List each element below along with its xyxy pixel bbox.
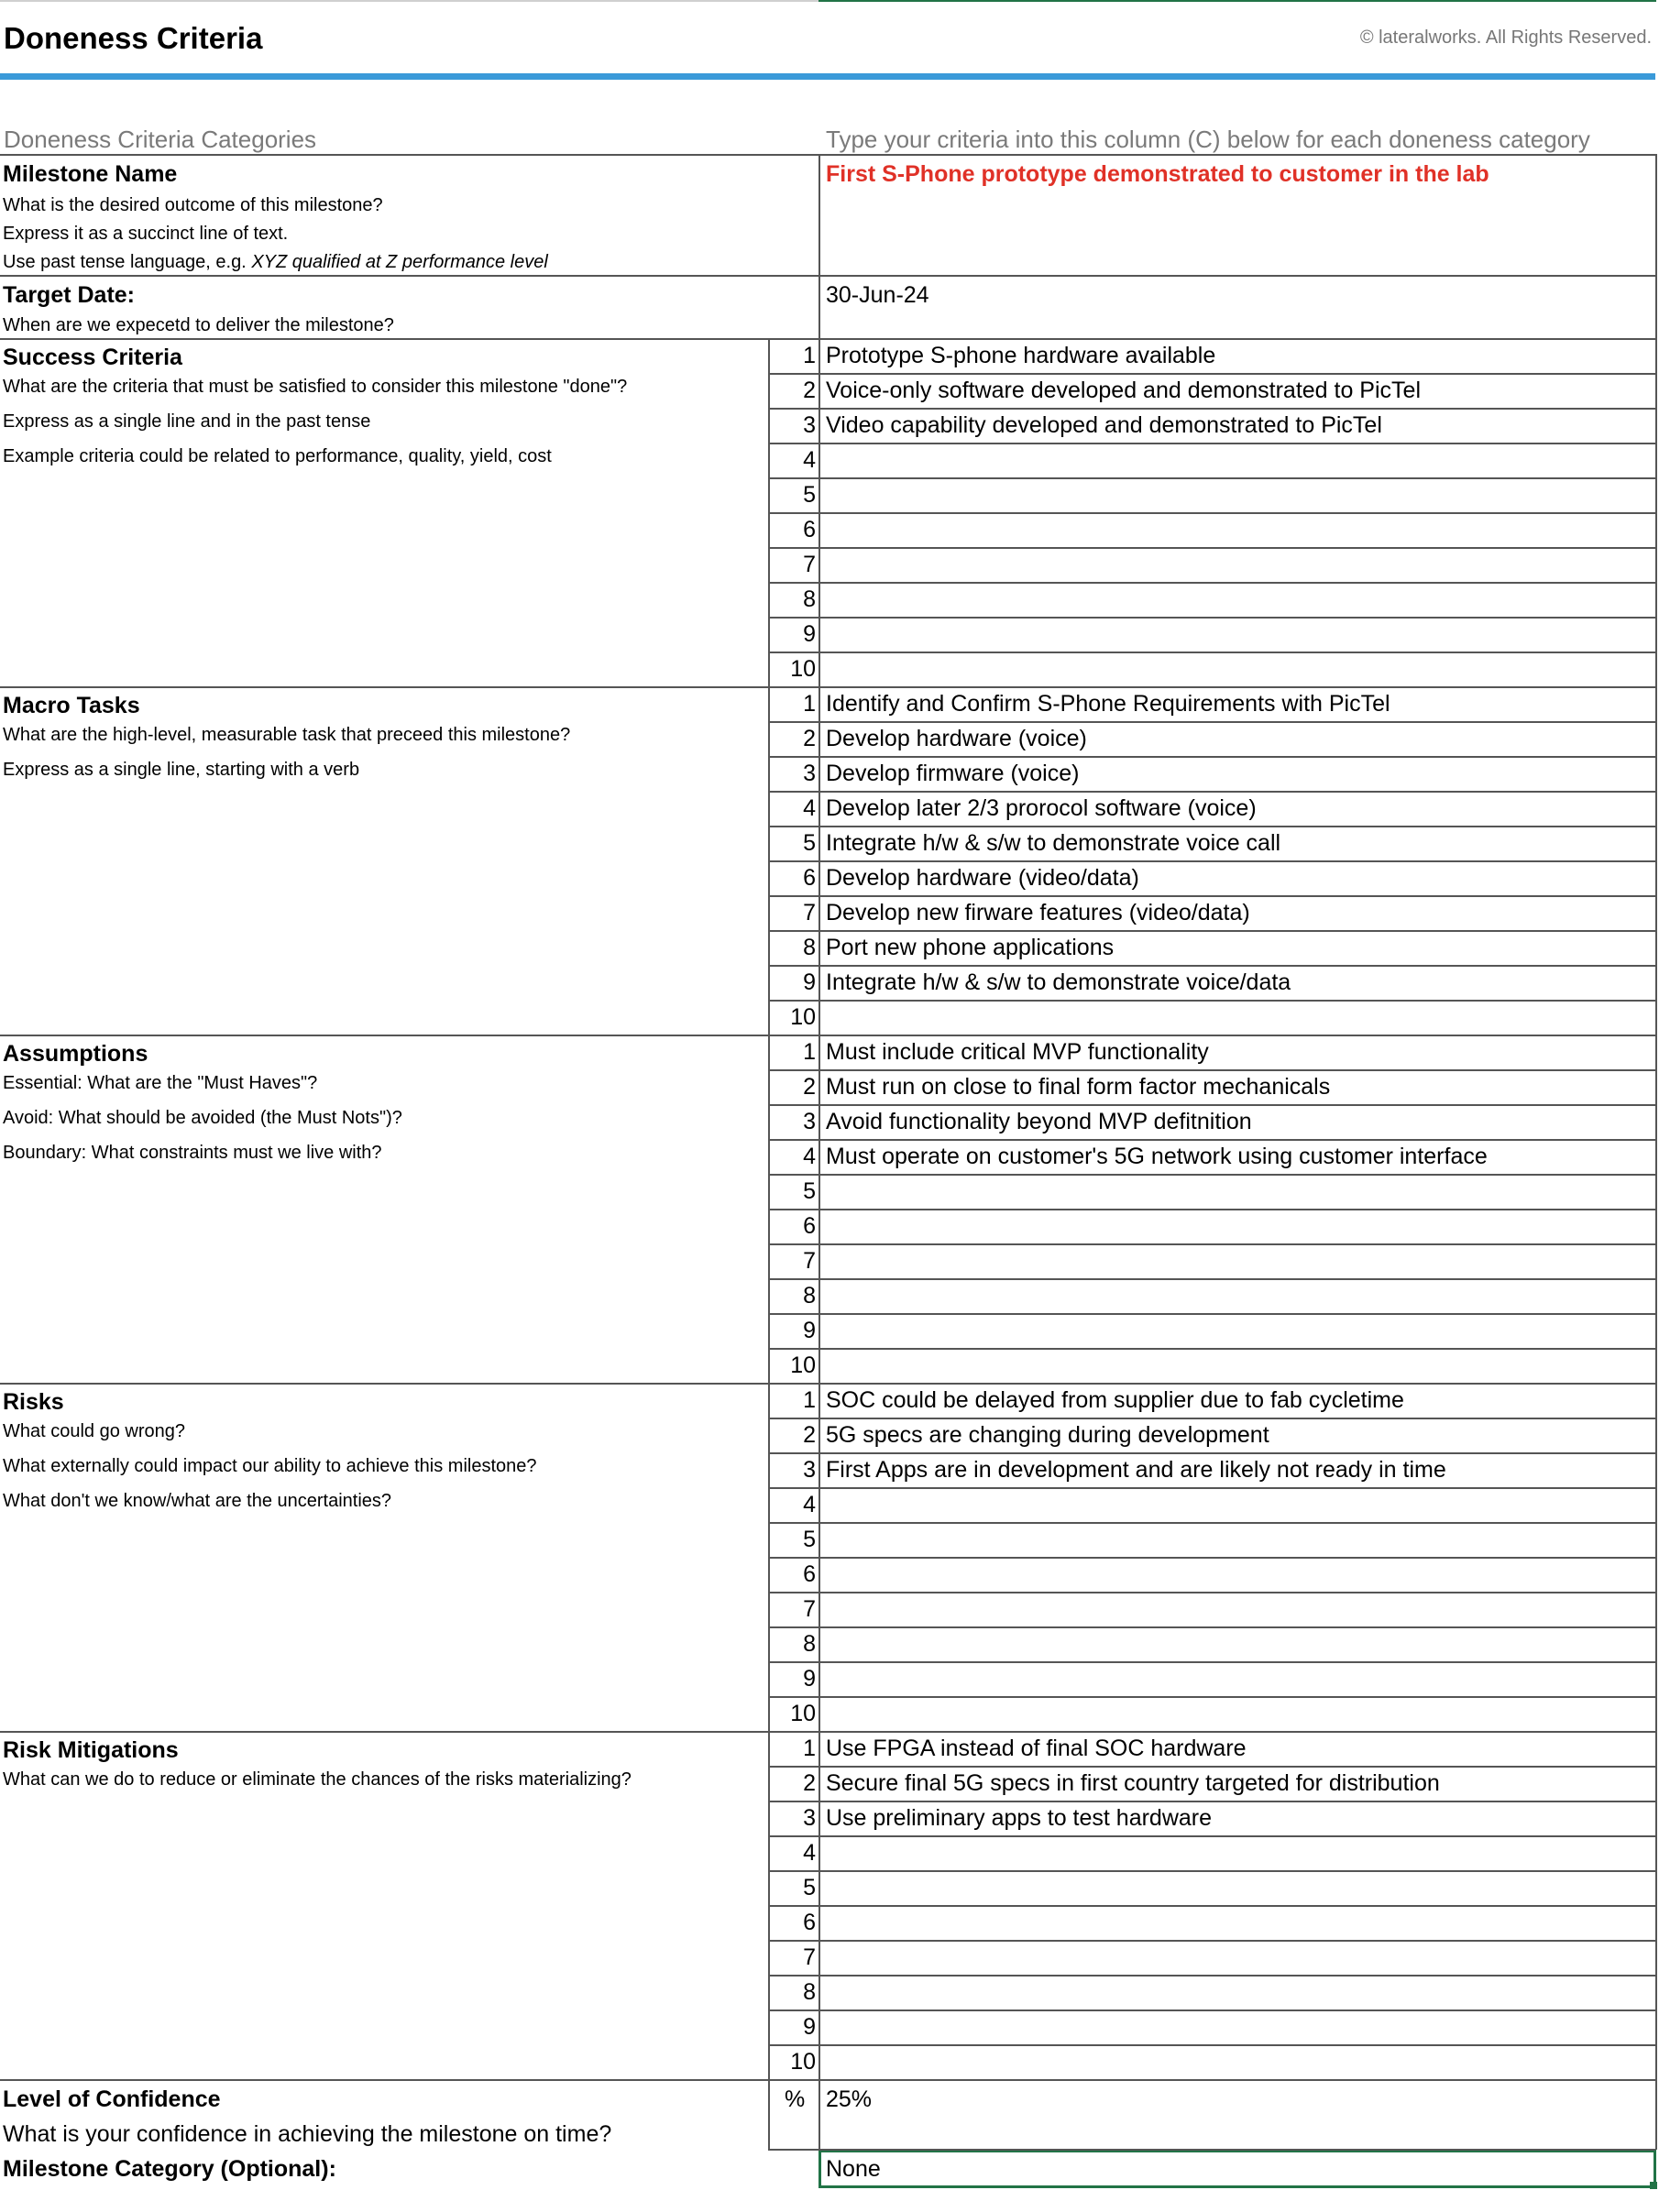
row-number: 2: [803, 726, 816, 751]
section-title: Macro Tasks: [3, 693, 140, 718]
row-number: 7: [803, 900, 816, 925]
target-date-label: Target Date:: [3, 282, 136, 308]
gridline: [768, 1069, 1655, 1071]
gridline: [0, 275, 1655, 277]
row-number: 2: [803, 1770, 816, 1796]
row-number: 3: [803, 1457, 816, 1483]
row-number: 9: [803, 1666, 816, 1692]
row-number: 10: [790, 656, 816, 682]
row-number: 5: [803, 830, 816, 856]
gridline: [768, 1139, 1655, 1141]
gridline: [768, 1975, 1655, 1977]
criteria-cell[interactable]: 5G specs are changing during development: [826, 1422, 1269, 1448]
gridline: [768, 1766, 1655, 1768]
criteria-cell[interactable]: Voice-only software developed and demonstrated to PicTel: [826, 378, 1421, 403]
criteria-cell[interactable]: Develop hardware (voice): [826, 726, 1087, 751]
gridline: [768, 826, 1655, 827]
gridline: [768, 930, 1655, 932]
criteria-cell[interactable]: Develop hardware (video/data): [826, 865, 1139, 891]
gridline: [768, 1174, 1655, 1176]
row-number: 8: [803, 935, 816, 960]
criteria-cell[interactable]: Video capability developed and demonstrated to PicTel: [826, 412, 1382, 438]
categories-column-header: Doneness Criteria Categories: [4, 126, 317, 153]
criteria-cell[interactable]: Secure final 5G specs in first country targeted for distribution: [826, 1770, 1440, 1796]
gridline: [768, 1940, 1655, 1942]
gridline: [768, 408, 1655, 410]
criteria-cell[interactable]: SOC could be delayed from supplier due to fab cycletime: [826, 1387, 1404, 1413]
section-title: Risk Mitigations: [3, 1737, 179, 1763]
gridline: [768, 617, 1655, 619]
criteria-cell[interactable]: Integrate h/w & s/w to demonstrate voice/data: [826, 969, 1291, 995]
gridline: [768, 756, 1655, 758]
row-number: 7: [803, 1596, 816, 1622]
row-number: 4: [803, 1144, 816, 1169]
section-description: Example criteria could be related to performance, quality, yield, cost: [3, 446, 552, 466]
gridline: [768, 547, 1655, 549]
top-border: [0, 0, 819, 2]
milestone-category-label: Milestone Category (Optional):: [3, 2156, 336, 2182]
criteria-cell[interactable]: Use FPGA instead of final SOC hardware: [826, 1736, 1247, 1761]
gridline: [768, 860, 1655, 862]
section-description: Express as a single line, starting with a verb: [3, 760, 360, 780]
row-number: 2: [803, 1074, 816, 1100]
row-number: 1: [803, 1736, 816, 1761]
section-title: Risks: [3, 1389, 64, 1415]
row-number: 5: [803, 1875, 816, 1900]
gridline: [768, 443, 1655, 444]
row-number: 4: [803, 447, 816, 473]
criteria-cell[interactable]: Prototype S-phone hardware available: [826, 343, 1216, 368]
row-number: 9: [803, 969, 816, 995]
gridline: [768, 1801, 1655, 1802]
gridline: [768, 2044, 1655, 2046]
criteria-cell[interactable]: Avoid functionality beyond MVP defitnition: [826, 1109, 1252, 1134]
gridline: [0, 1035, 1655, 1036]
milestone-name-label: Milestone Name: [3, 161, 178, 187]
section-title: Success Criteria: [3, 345, 182, 370]
milestone-desc-3-example: XYZ qualified at Z performance level: [251, 252, 548, 272]
milestone-desc-1: What is the desired outcome of this milestone?: [3, 195, 383, 215]
section-description: What could go wrong?: [3, 1421, 186, 1441]
row-number: 6: [803, 1910, 816, 1935]
gridline: [768, 1696, 1655, 1698]
row-number: 2: [803, 378, 816, 403]
confidence-unit: %: [785, 2086, 806, 2112]
row-number: 5: [803, 1178, 816, 1204]
gridline: [768, 965, 1655, 967]
milestone-category-cell[interactable]: None: [826, 2156, 881, 2182]
confidence-desc: What is your confidence in achieving the milestone on time?: [3, 2121, 612, 2147]
gridline: [768, 1835, 1655, 1837]
target-date-cell[interactable]: 30-Jun-24: [826, 282, 929, 308]
row-number: 8: [803, 1631, 816, 1657]
criteria-column-border: [819, 154, 820, 2150]
section-description: What don't we know/what are the uncertainties?: [3, 1491, 392, 1511]
row-number: 7: [803, 552, 816, 577]
gridline: [768, 1348, 1655, 1350]
row-number: 6: [803, 865, 816, 891]
criteria-cell[interactable]: Use preliminary apps to test hardware: [826, 1805, 1213, 1831]
criteria-cell[interactable]: Identify and Confirm S-Phone Requirements with PicTel: [826, 691, 1390, 717]
row-number: 8: [803, 586, 816, 612]
gridline: [768, 1870, 1655, 1872]
row-number: 5: [803, 1527, 816, 1552]
criteria-cell[interactable]: First Apps are in development and are likely not ready in time: [826, 1457, 1446, 1483]
row-number: 3: [803, 1805, 816, 1831]
fill-handle[interactable]: [1650, 2182, 1657, 2189]
target-date-desc: When are we expecetd to deliver the milestone?: [3, 315, 394, 335]
row-number: 1: [803, 691, 816, 717]
gridline: [768, 1278, 1655, 1280]
criteria-cell[interactable]: Must operate on customer's 5G network using customer interface: [826, 1144, 1488, 1169]
section-description: Express as a single line and in the past tense: [3, 411, 371, 432]
gridline: [768, 477, 1655, 479]
row-number: 10: [790, 2049, 816, 2075]
section-description: What can we do to reduce or eliminate the chances of the risks materializing?: [3, 1769, 632, 1790]
row-number: 9: [803, 2014, 816, 2040]
gridline: [768, 1104, 1655, 1106]
section-title: Assumptions: [3, 1041, 148, 1067]
row-number: 7: [803, 1248, 816, 1274]
section-description: Avoid: What should be avoided (the Must Nots")?: [3, 1108, 402, 1128]
confidence-cell[interactable]: 25%: [826, 2086, 873, 2112]
gridline: [768, 1243, 1655, 1245]
copyright-text: © lateralworks. All Rights Reserved.: [1359, 27, 1652, 48]
row-number: 4: [803, 1840, 816, 1866]
gridline: [768, 1452, 1655, 1454]
row-number: 4: [803, 795, 816, 821]
milestone-desc-3: [3, 249, 548, 275]
gridline: [768, 512, 1655, 514]
selected-column-indicator: [819, 0, 1656, 2]
criteria-cell[interactable]: Must run on close to final form factor mechanicals: [826, 1074, 1331, 1100]
criteria-cell[interactable]: Must include critical MVP functionality: [826, 1039, 1209, 1065]
criteria-cell[interactable]: Develop firmware (voice): [826, 761, 1080, 786]
confidence-label: Level of Confidence: [3, 2086, 221, 2112]
row-number: 3: [803, 761, 816, 786]
row-number: 4: [803, 1492, 816, 1517]
right-border: [1655, 154, 1657, 2150]
row-number: 10: [790, 1004, 816, 1030]
gridline: [768, 2009, 1655, 2011]
row-number: 10: [790, 1352, 816, 1378]
criteria-cell[interactable]: Develop later 2/3 prorocol software (voice): [826, 795, 1257, 821]
gridline: [768, 1209, 1655, 1210]
gridline: [0, 1383, 1655, 1385]
criteria-cell[interactable]: Develop new firware features (video/data): [826, 900, 1250, 925]
gridline: [0, 338, 1655, 340]
gridline: [768, 652, 1655, 653]
section-description: What are the high-level, measurable task that preceed this milestone?: [3, 725, 571, 745]
row-number: 3: [803, 1109, 816, 1134]
row-number: 9: [803, 1318, 816, 1343]
number-column-border: [768, 338, 770, 2150]
row-number: 5: [803, 482, 816, 508]
row-number: 7: [803, 1944, 816, 1970]
gridline: [768, 1487, 1655, 1489]
header-divider: [0, 73, 1655, 80]
milestone-desc-2: Express it as a succinct line of text.: [3, 224, 289, 244]
row-number: 9: [803, 621, 816, 647]
section-description: What are the criteria that must be satisfied to consider this milestone "done"?: [3, 377, 628, 397]
row-number: 2: [803, 1422, 816, 1448]
row-number: 10: [790, 1701, 816, 1726]
gridline: [0, 2079, 1655, 2081]
milestone-name-cell[interactable]: First S-Phone prototype demonstrated to customer in the lab: [826, 161, 1489, 187]
milestone-desc-3-prefix: Use past tense language, e.g.: [3, 252, 252, 272]
section-description: What externally could impact our ability to achieve this milestone?: [3, 1456, 537, 1476]
row-number: 8: [803, 1979, 816, 2005]
row-number: 1: [803, 1039, 816, 1065]
row-number: 6: [803, 1561, 816, 1587]
row-number: 6: [803, 1213, 816, 1239]
gridline: [768, 2149, 1655, 2151]
gridline: [768, 1905, 1655, 1907]
row-number: 6: [803, 517, 816, 542]
gridline: [768, 1000, 1655, 1002]
gridline: [768, 1313, 1655, 1315]
page-title: Doneness Criteria: [4, 21, 263, 55]
gridline: [768, 721, 1655, 723]
gridline: [768, 895, 1655, 897]
row-number: 1: [803, 1387, 816, 1413]
gridline: [768, 1661, 1655, 1663]
gridline: [0, 686, 1655, 688]
gridline: [768, 1522, 1655, 1524]
gridline: [768, 1418, 1655, 1419]
criteria-cell[interactable]: Port new phone applications: [826, 935, 1115, 960]
gridline: [768, 1592, 1655, 1593]
row-number: 3: [803, 412, 816, 438]
gridline: [0, 1731, 1655, 1733]
row-number: 8: [803, 1283, 816, 1309]
criteria-cell[interactable]: Integrate h/w & s/w to demonstrate voice call: [826, 830, 1281, 856]
gridline: [768, 373, 1655, 375]
section-description: Essential: What are the "Must Haves"?: [3, 1073, 318, 1093]
section-description: Boundary: What constraints must we live with?: [3, 1143, 382, 1163]
active-cell-selection: [819, 2150, 1656, 2188]
gridline: [768, 1557, 1655, 1559]
gridline: [768, 582, 1655, 584]
gridline: [768, 791, 1655, 793]
gridline: [0, 154, 1655, 156]
row-number: 1: [803, 343, 816, 368]
criteria-column-header: Type your criteria into this column (C) below for each doneness category: [826, 126, 1590, 153]
gridline: [768, 1626, 1655, 1628]
